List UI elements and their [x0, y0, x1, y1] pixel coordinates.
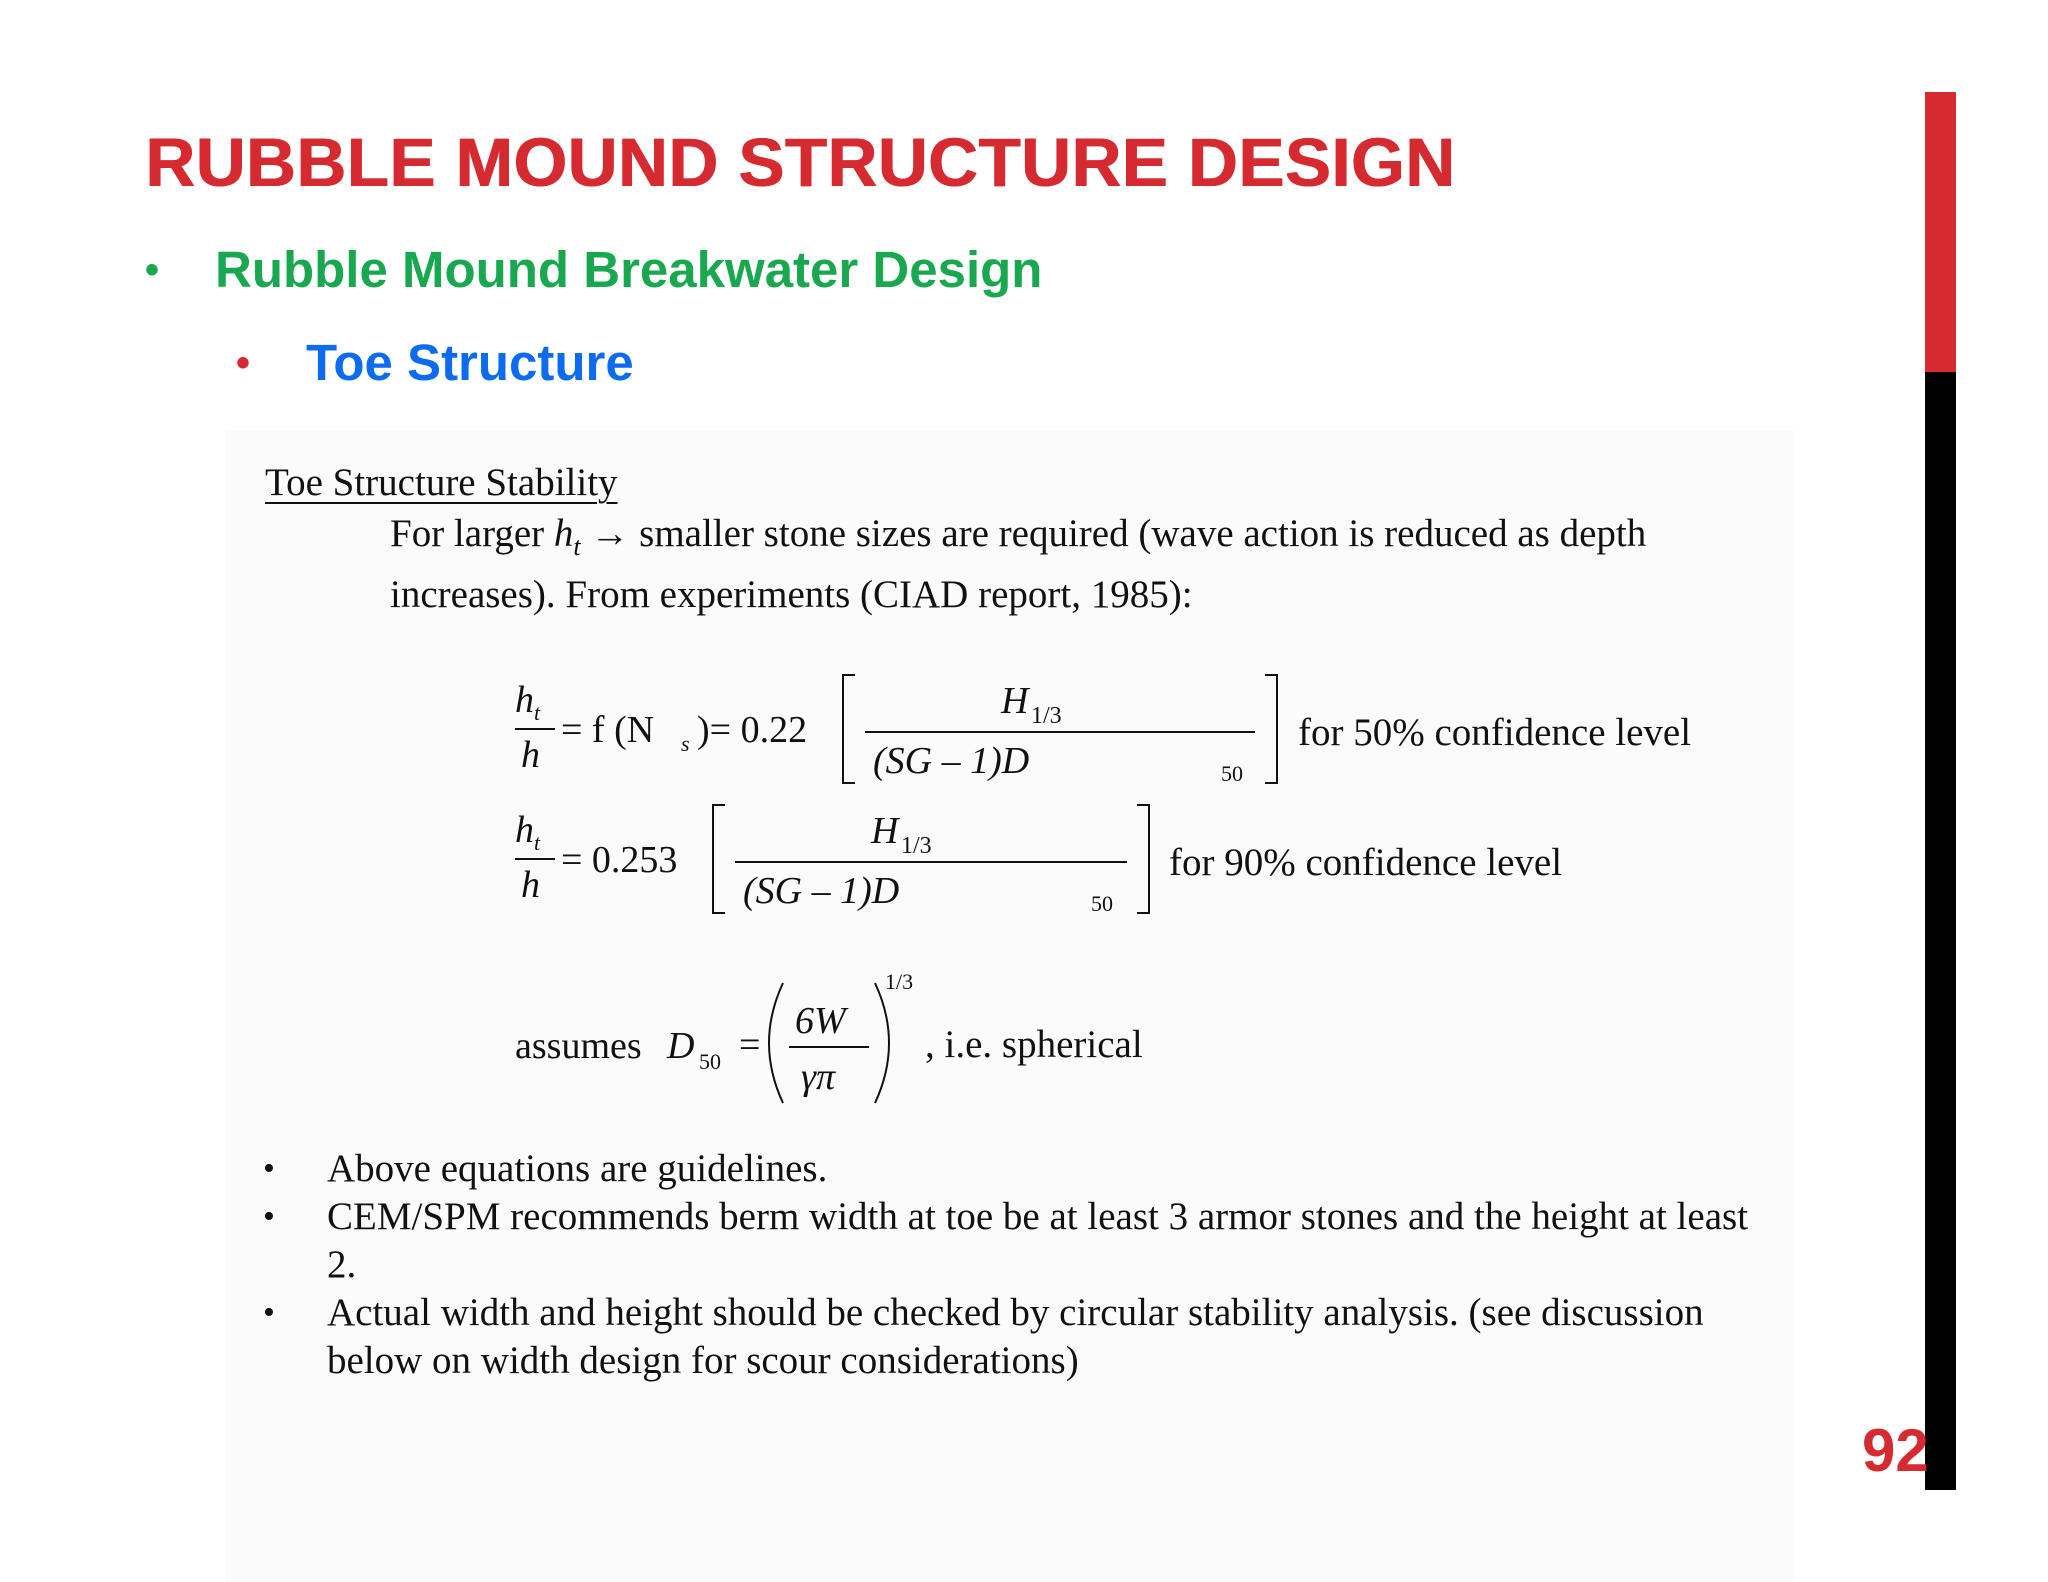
eq1-lhs-num: h	[515, 679, 534, 721]
equation-90-percent	[515, 795, 1563, 925]
bullet-level2	[236, 334, 634, 391]
eq2-frac-num-sub: 1/3	[901, 833, 932, 859]
eq1-note: for 50% confidence level	[1298, 711, 1692, 754]
eq1-frac-den: (SG – 1)D	[873, 740, 1030, 782]
eq2-lhs-num: h	[515, 809, 534, 851]
list-bullet: •	[263, 1150, 275, 1187]
section-heading: Toe Structure Stability	[265, 461, 618, 504]
eq1-lhs-num-sub: t	[534, 700, 541, 725]
eq1-left-bracket	[843, 675, 855, 783]
eq3-frac-den: γπ	[801, 1056, 836, 1098]
eq3-right-paren	[875, 983, 889, 1103]
eq2-frac-num: H	[871, 810, 899, 852]
eq2-frac-den: (SG – 1)D	[743, 870, 900, 912]
eq3-suffix: , i.e. spherical	[925, 1023, 1143, 1066]
list-bullet: •	[263, 1294, 275, 1331]
page-number: 92	[1862, 1417, 1929, 1484]
eq1-frac-den-sub: 50	[1221, 761, 1243, 786]
eq1-frac-num: H	[1001, 680, 1029, 722]
embedded-document	[225, 430, 1795, 1582]
eq3-prefix: assumes	[515, 1025, 642, 1067]
bullet-level1-text: Rubble Mound Breakwater Design	[215, 241, 1043, 298]
list-item	[255, 1289, 1785, 1385]
side-bar-dark	[1925, 372, 1956, 1490]
guideline-text: Actual width and height should be checked by circular stability analysis. (see discussion below on width design for scour considerations)	[327, 1291, 1704, 1382]
eq1-right-bracket	[1265, 675, 1277, 783]
eq2-lhs-num-sub: t	[534, 830, 541, 855]
eq3-left-paren	[769, 983, 783, 1103]
eq3-frac-num: 6W	[795, 1000, 846, 1042]
bullet-level1	[145, 241, 1043, 298]
eq1-middle-close: )= 0.22	[697, 709, 808, 751]
arrow-icon: →	[590, 512, 630, 555]
eq2-lhs-den: h	[521, 864, 540, 906]
list-bullet: •	[263, 1198, 275, 1235]
eq2-note: for 90% confidence level	[1169, 841, 1563, 884]
guideline-text: Above equations are guidelines.	[327, 1147, 828, 1190]
intro-before: For larger	[390, 512, 554, 555]
bullet-dot: •	[145, 247, 160, 292]
eq1-middle-sub: s	[681, 731, 690, 756]
bullet-level2-text: Toe Structure	[306, 334, 634, 391]
intro-after: smaller stone sizes are required (wave action is reduced as depth increases). From experiments (CIAD report, 1985):	[390, 512, 1647, 616]
eq1-frac-num-sub: 1/3	[1031, 703, 1062, 729]
intro-var-sub: t	[573, 531, 581, 561]
intro-paragraph	[390, 510, 1790, 619]
side-bar-accent	[1925, 92, 1956, 372]
eq2-middle: = 0.253	[561, 839, 678, 881]
eq2-right-bracket	[1137, 805, 1149, 913]
equation-50-percent	[515, 665, 1692, 795]
guideline-text: CEM/SPM recommends berm width at toe be at least 3 armor stones and the height at least 2.	[327, 1195, 1749, 1286]
list-item	[255, 1193, 1785, 1289]
eq3-equals: =	[739, 1024, 761, 1066]
slide-title: RUBBLE MOUND STRUCTURE DESIGN	[145, 124, 1456, 201]
list-item	[255, 1145, 1785, 1193]
eq1-middle: = f (N	[561, 709, 655, 751]
intro-var: h	[553, 512, 574, 555]
equation-d50	[515, 965, 1315, 1105]
eq2-left-bracket	[713, 805, 725, 913]
eq3-exponent: 1/3	[885, 969, 914, 994]
guidelines-list	[255, 1145, 1785, 1385]
eq3-lhs-sub: 50	[699, 1049, 721, 1074]
bullet-dot-level2: •	[236, 340, 251, 385]
eq1-lhs-den: h	[521, 734, 540, 776]
eq3-lhs: D	[667, 1025, 695, 1067]
eq2-frac-den-sub: 50	[1091, 891, 1113, 916]
